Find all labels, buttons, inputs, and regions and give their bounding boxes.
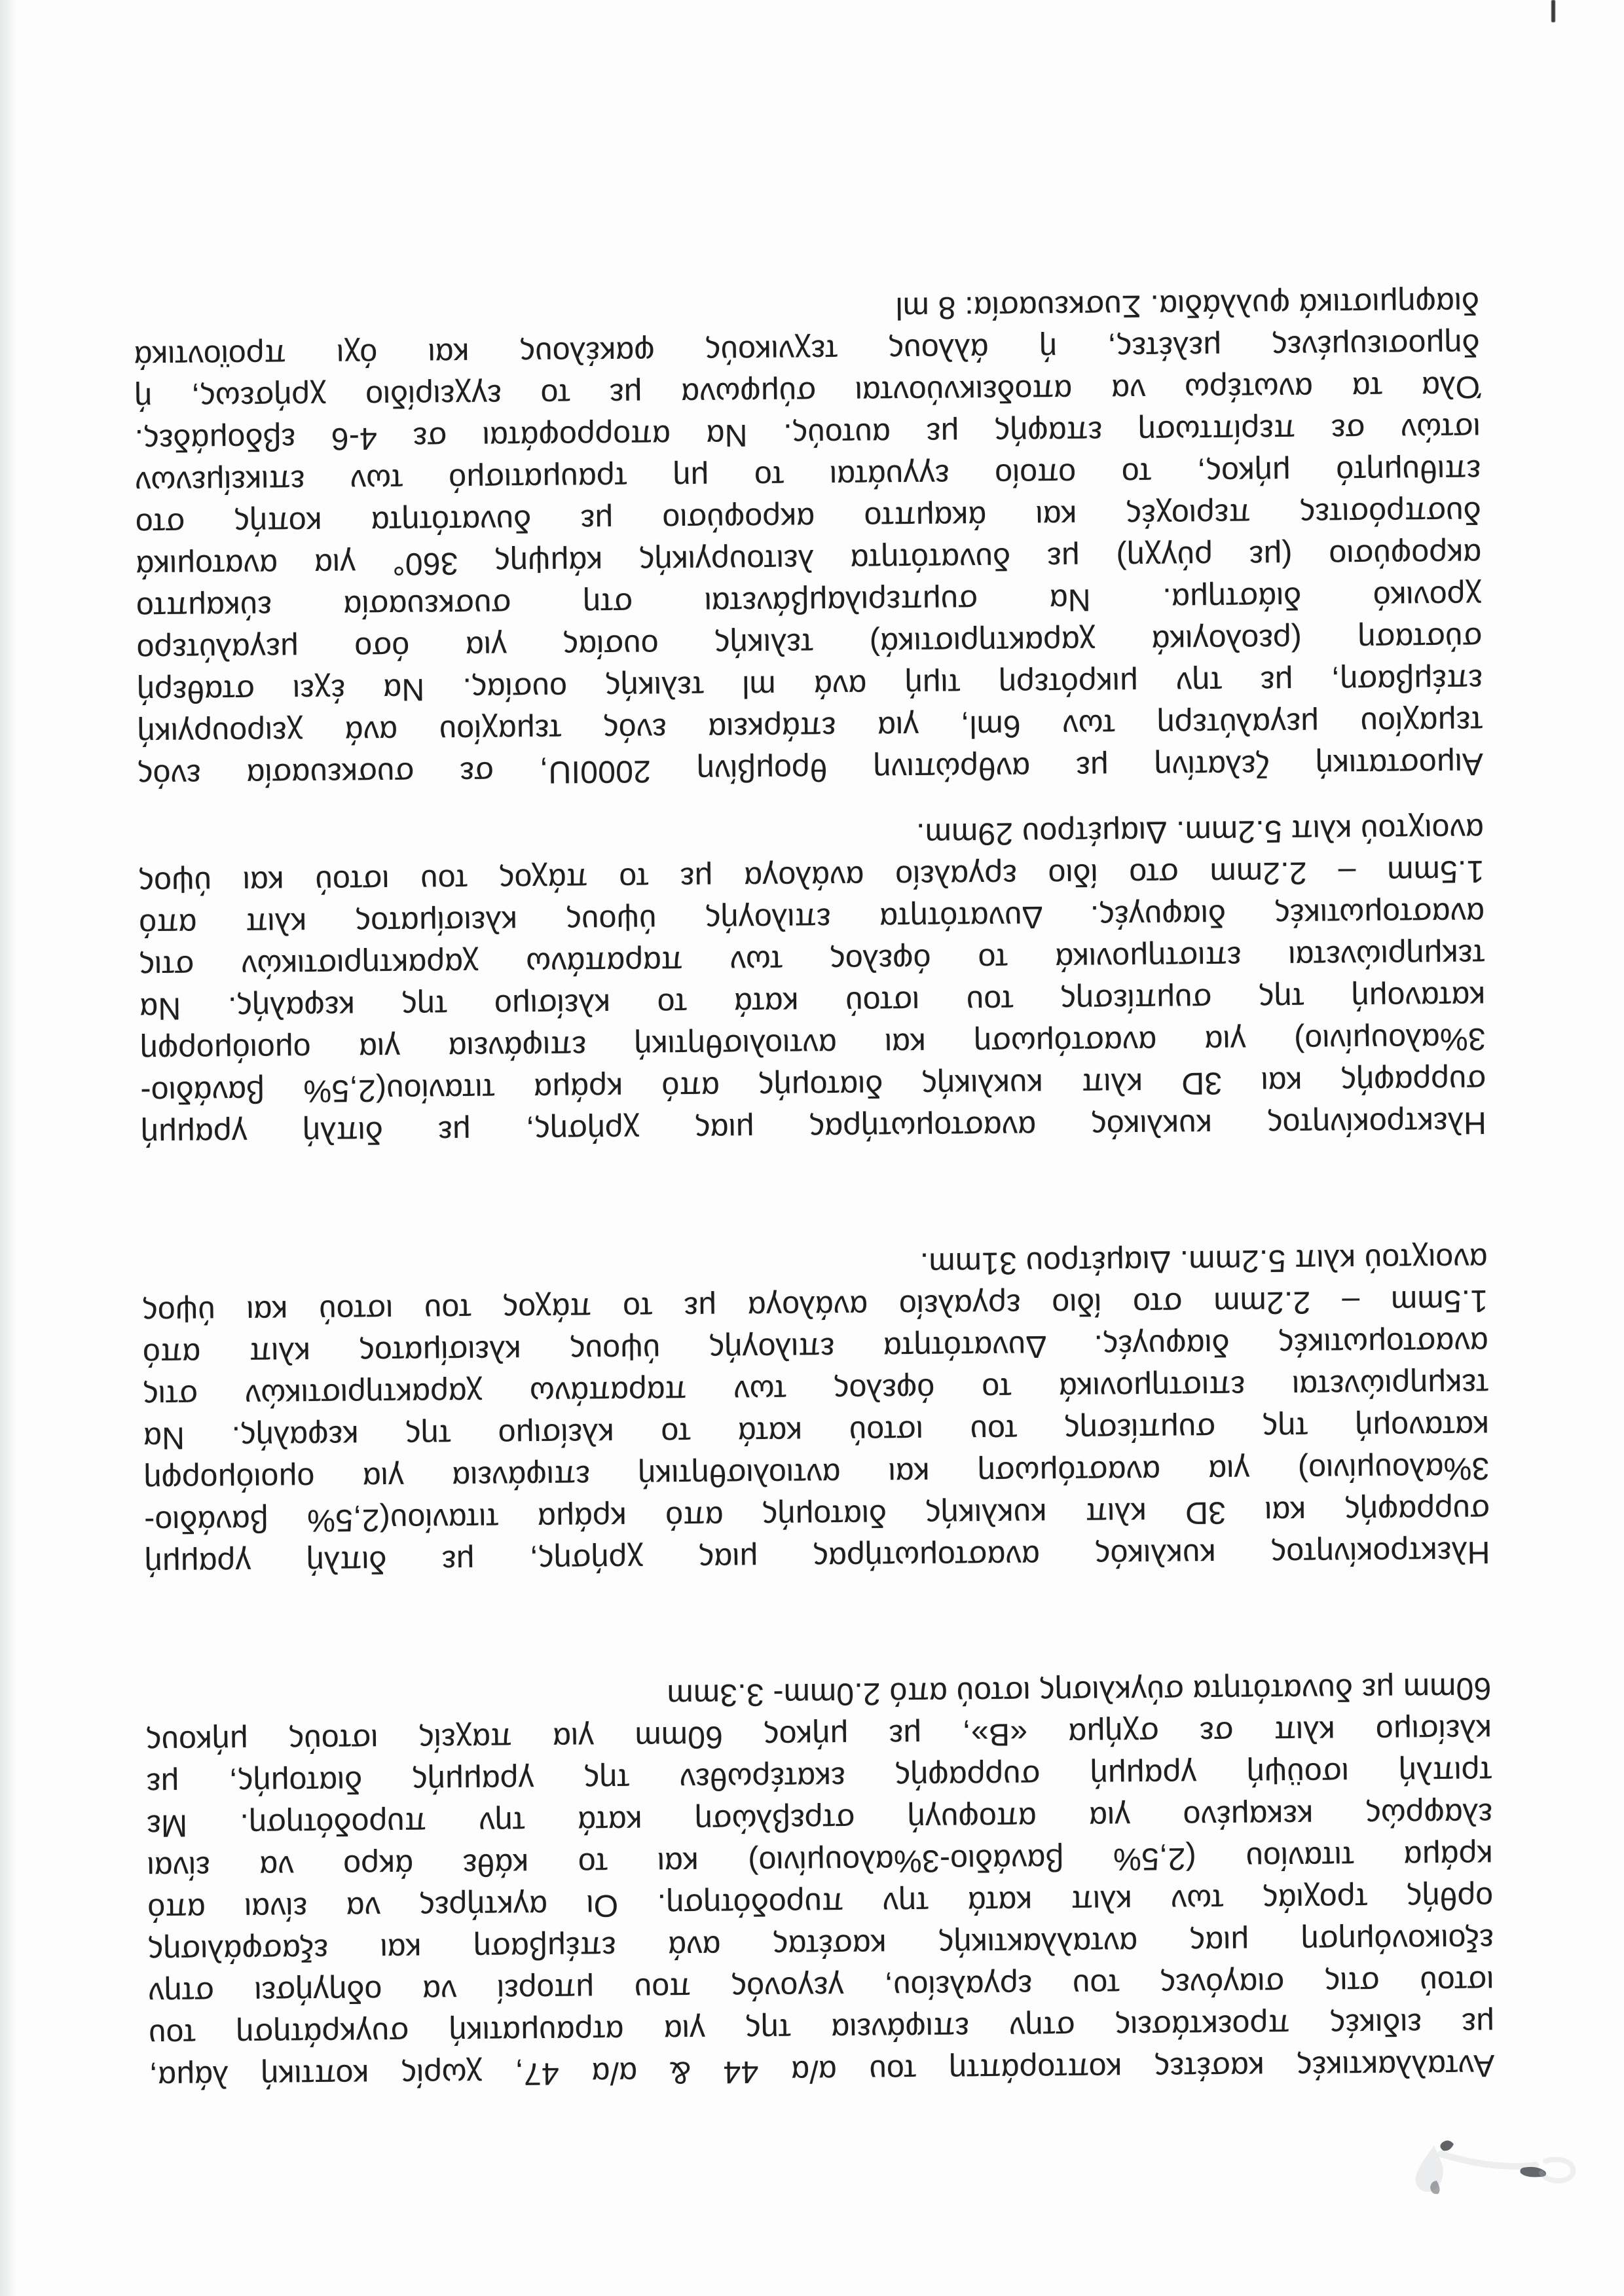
text-line: δυσπρόσιτες περιοχές και άκαμπτο ακροφύσιο με δυνατότητα κοπής στο xyxy=(135,495,1481,541)
paragraph xyxy=(138,808,1486,1155)
text-line: ορθής τροχιάς των κλιπ κατά την πυροδότηση. Οι αγκτήρες να είναι από xyxy=(147,1880,1494,1927)
text-line: Αιμοστατική ζελατίνη με ανθρώπινη θρομβίνη 2000IU, σε συσκευασία ενός xyxy=(137,746,1484,793)
text-line: ιστού στις σιαγόνες του εργαλείου, γεγονός που μπορεί να οδηγήσει στην xyxy=(147,1963,1494,2011)
pencil-smudge-drawing xyxy=(1395,2118,1604,2229)
text-line: χρονικό διάστημα. Να συμπεριλαμβάνεται στη συσκευασία εύκαμπτο xyxy=(136,579,1482,625)
text-line: ιστών σε περίπτωση επαφής με αυτούς. Να απορροφάται σε 4-6 εβδομάδες. xyxy=(134,411,1481,458)
text-line: ανοιχτού κλιπ 5.2mm. Διαμέτρου 31mm. xyxy=(919,1241,1488,1281)
text-line: ακροφύσιο (με ρύγχη) με δυνατότητα λειτουργικής κάμψης 360° για ανατομικά xyxy=(135,537,1482,583)
text-line: συρραφής και 3D κλιπ κυκλικής διατομής από κράμα τιτανίου(2,5% βανάδιο- xyxy=(139,1063,1486,1110)
pencil-smudge-mark xyxy=(1395,2118,1604,2229)
text-line: επέμβαση, με την μικρότερη τιμή ανά ml τελικής ουσίας. Να έχει σταθερή xyxy=(136,663,1483,709)
text-line: αναστομωτικές διαφυγές. Δυνατότητα επιλογής ύψους κλεισίματος κλιπ από xyxy=(138,896,1485,942)
text-line: κλείσιμο κλιπ σε σχήμα «Β», με μήκος 60mm για παχείς ιστούς μήκους xyxy=(145,1712,1492,1759)
text-line: εξοικονόμηση μιας ανταλλακτικής κασέτας ανά επέμβαση και εξασφάλισης xyxy=(147,1922,1494,1969)
text-line: τεμαχίου μεγαλύτερη των 6ml, για επάρκεια ενός τεμαχίου ανά χειρουργική xyxy=(137,704,1483,751)
text-line: ελαφρώς κεκαμένο για αποφυγή στρεβλώση κατά την πυροδότηση. Με xyxy=(146,1796,1493,1843)
text-line: 60mm με δυνατότητα σύγκλισης ιστού από 2.0mm- 3.3mm xyxy=(667,1670,1492,1713)
text-line: τριπλή ισοϋψή γραμμή συρραφής εκατέρωθεν της γραμμής διατομής, με xyxy=(146,1754,1492,1801)
text-line: αναστομωτικές διαφυγές. Δυνατότητα επιλογής ύψους κλεισίματος κλιπ από xyxy=(142,1325,1488,1372)
text-line: τεκμηριώνεται επιστημονικά το όφελος των παραπάνω χαρακτηριστικών στις xyxy=(139,938,1485,984)
text-line: συρραφής και 3D κλιπ κυκλικής διατομής από κράμα τιτανίου(2,5% βανάδιο- xyxy=(143,1492,1490,1539)
text-line: κατανομή της συμπίεσης του ιστού κατά το κλείσιμο της κεφαλής. Να xyxy=(143,1408,1489,1455)
text-line: Ανταλλακτικές κασέτες κοπτοράπτη του α/α 44 & α/α 47, χωρίς κοπτική λάμα, xyxy=(149,2047,1495,2094)
text-line: κατανομή της συμπίεσης του ιστού κατά το κλείσιμο της κεφαλής. Να xyxy=(139,979,1486,1026)
text-line: Ηλεκτροκίνητος κυκλικός αναστομωτήρας μιας χρήσης, με διπλή γραμμή xyxy=(140,1105,1486,1152)
text-line: τεκμηριώνεται επιστημονικά το όφελος των παραπάνω χαρακτηριστικών στις xyxy=(143,1366,1489,1413)
paragraph xyxy=(134,282,1484,796)
text-line: κράμα τιτανίου (2,5% βανάδιο-3%αλουμίνιο) και το κάθε άκρο να είναι xyxy=(147,1838,1493,1885)
text-line: 1.5mm – 2.2mm στο ίδιο εργαλείο ανάλογα με το πάχος του ιστού και ύψος xyxy=(138,854,1485,900)
text-line: 1.5mm – 2.2mm στο ίδιο εργαλείο ανάλογα με το πάχος του ιστού και ύψος xyxy=(141,1283,1488,1330)
text-line: 3%αλουμίνιο) για αναστόμωση και αντιολισθητική επιφάνεια για ομοιόμορφη xyxy=(139,1021,1486,1068)
text-line: Όλα τα ανωτέρω να αποδεικνύονται σύμφωνα με το εγχειρίδιο χρήσεως, ή xyxy=(134,369,1481,416)
scanner-artifact-line xyxy=(1551,0,1555,22)
paragraph xyxy=(145,1667,1495,2098)
document-text-block xyxy=(0,280,1624,2296)
text-line: ανοιχτού κλιπ 5.2mm. Διαμέτρου 29mm. xyxy=(915,812,1485,852)
text-line: Ηλεκτροκίνητος κυκλικός αναστομωτήρας μιας χρήσης, με διπλή γραμμή xyxy=(144,1534,1490,1581)
text-line: δημοσιευμένες μελέτες, ή άλλους τεχνικούς φακέλους και όχι προϊοντικά xyxy=(134,327,1480,374)
text-line: σύσταση (ρεολογικά χαρακτηριστικά) τελικής ουσίας για όσο μεγαλύτερο xyxy=(136,621,1483,667)
text-line: 3%αλουμίνιο) για αναστόμωση και αντιολισθητική επιφάνεια για ομοιόμορφη xyxy=(143,1450,1490,1497)
text-line: διαφημιστικά φυλλάδια. Συσκευασία: 8 ml xyxy=(895,285,1480,325)
paragraph xyxy=(141,1237,1490,1584)
text-line: με ειδικές προεκτάσεις στην επιφάνεια της για ατραυματική συγκράτηση του xyxy=(148,2005,1494,2052)
text-line: επιθυμητό μήκος, το οποίο εγγυάται το μη τραυματισμό των επικείμενων xyxy=(134,453,1481,500)
